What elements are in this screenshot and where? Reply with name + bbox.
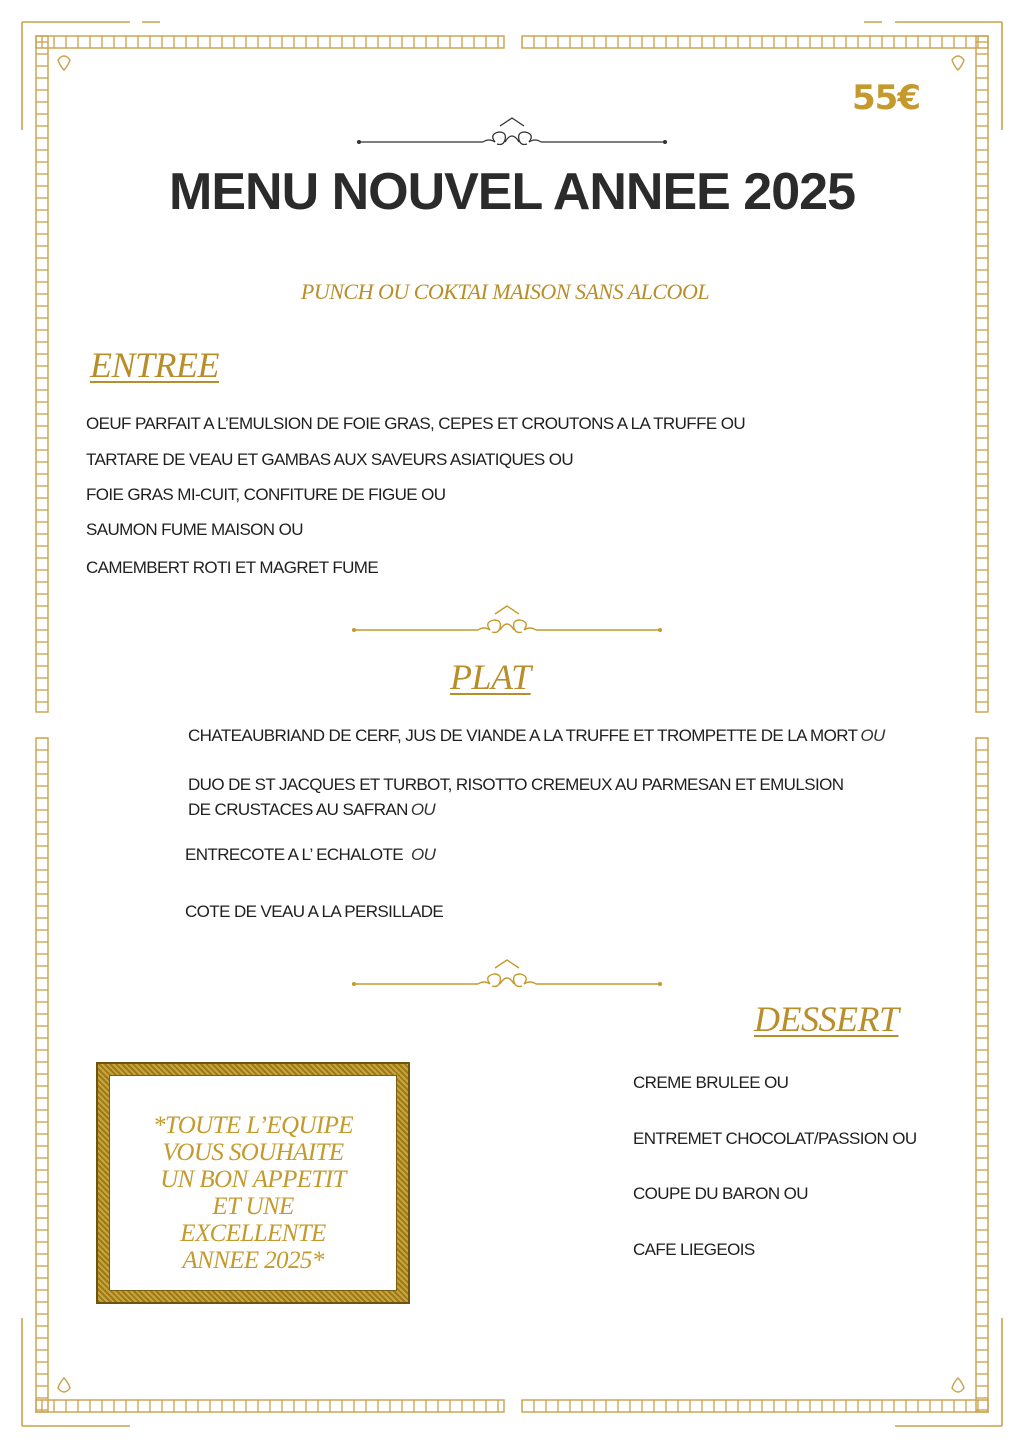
ornamental-divider-icon xyxy=(350,952,664,992)
dessert-item: ENTREMET CHOCOLAT/PASSION OU xyxy=(633,1129,917,1148)
wish-line: EXCELLENTE xyxy=(180,1220,326,1247)
entree-item: TARTARE DE VEAU ET GAMBAS AUX SAVEURS ASIATIQUES OU xyxy=(86,450,574,469)
plat-item-or: OU xyxy=(410,800,436,819)
plat-item-text: DE CRUSTACES AU SAFRAN xyxy=(188,800,408,819)
ornamental-divider-icon xyxy=(355,112,669,152)
wish-line: ANNEE 2025* xyxy=(182,1247,324,1274)
plat-item xyxy=(188,798,435,822)
wish-frame xyxy=(96,1062,410,1304)
wish-message xyxy=(110,1112,396,1274)
plat-item-text: ENTRECOTE A L’ ECHALOTE xyxy=(185,845,403,864)
plat-item xyxy=(188,724,885,748)
dessert-item: COUPE DU BARON OU xyxy=(633,1184,808,1203)
wish-line: ET UNE xyxy=(212,1193,294,1220)
plat-item xyxy=(188,773,843,797)
wish-panel xyxy=(109,1075,397,1291)
page-title: MENU NOUVEL ANNEE 2025 xyxy=(169,163,855,221)
aperitif-line: PUNCH OU COKTAI MAISON SANS ALCOOL xyxy=(300,279,710,304)
entree-item: OEUF PARFAIT A L’EMULSION DE FOIE GRAS, CEPES ET CROUTONS A LA TRUFFE OU xyxy=(86,414,746,433)
plat-item-or: OU xyxy=(410,845,436,864)
dessert-item: CREME BRULEE OU xyxy=(633,1073,789,1092)
wish-line: VOUS SOUHAITE xyxy=(162,1139,344,1166)
section-heading-plat: PLAT xyxy=(450,657,531,697)
entree-item: CAMEMBERT ROTI ET MAGRET FUME xyxy=(86,558,379,577)
section-heading-entree: ENTREE xyxy=(90,345,219,385)
entree-item: SAUMON FUME MAISON OU xyxy=(86,520,303,539)
price-label: 55€ xyxy=(852,78,920,118)
plat-item-or: OU xyxy=(860,726,885,745)
plat-item xyxy=(185,900,443,924)
wish-line: *TOUTE L’EQUIPE xyxy=(152,1112,354,1139)
plat-item-text: COTE DE VEAU A LA PERSILLADE xyxy=(185,902,444,921)
plat-item-text: DUO DE ST JACQUES ET TURBOT, RISOTTO CREMEUX AU PARMESAN ET EMULSION xyxy=(188,775,844,794)
wish-line: UN BON APPETIT xyxy=(160,1166,346,1193)
section-heading-dessert: DESSERT xyxy=(754,999,899,1039)
plat-item-text: CHATEAUBRIAND DE CERF, JUS DE VIANDE A LA TRUFFE ET TROMPETTE DE LA MORT xyxy=(188,726,858,745)
dessert-item: CAFE LIEGEOIS xyxy=(633,1240,755,1259)
ornamental-divider-icon xyxy=(350,598,664,638)
entree-item: FOIE GRAS MI-CUIT, CONFITURE DE FIGUE OU xyxy=(86,485,446,504)
plat-item xyxy=(185,843,435,867)
